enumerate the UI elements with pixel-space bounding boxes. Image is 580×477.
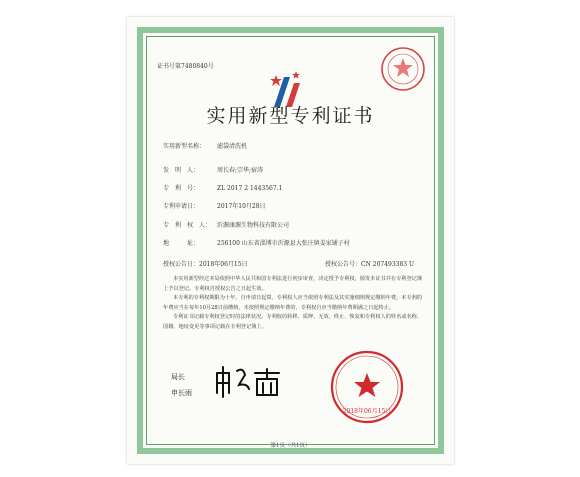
director-name: 申长雨 (171, 389, 192, 397)
body-paragraph: 本实用新型经过本局依照中华人民共和国专利法进行初步审查，决定授予专利权，颁发本证书并在专利登记簿上予以登记。专利权自授权公告之日起生效。 本专利的专利权期限为十年，自申请日起算。专利权人应当依照专利法及其实施细则规定缴纳年费。本专利的年费应当在每年10月28日前缴纳。未按照规定缴纳年费的，专利权自应当缴纳年费期满之日起终止。 专利证书记载专利权登记时的法律状况。专利权的转移、质押、无效、终止、恢复和专利权人的姓名或名称、国籍、地址变更等事项记载在专利登记簿上。 (163, 276, 423, 330)
page-footer: 第1页（共1页） (270, 443, 311, 449)
certificate-number: 证书号第7480840号 (157, 63, 214, 70)
certificate-title: 实用新型专利证书 (206, 105, 375, 127)
seal-date-text: 2018年06月15日 (342, 408, 392, 415)
certificate-sheet (127, 17, 454, 464)
field-address: 地 址： 256100 山东省淄博市沂源县大张庄镇姜家铺子村 (163, 240, 350, 247)
grant-date: 授权公告日：2018年06月15日 (163, 261, 248, 268)
field-name: 实用新型名称： 滤袋清洗机 (163, 143, 248, 150)
field-filing-date: 专利申请日： 2017年10月28日 (163, 203, 266, 210)
director-label: 局长 (171, 373, 185, 381)
office-seal (329, 349, 405, 425)
field-patent-number: 专 利 号： ZL 2017 2 1443567.1 (163, 185, 283, 192)
field-inventors: 发 明 人： 周长春;宗华;宿涛 (163, 167, 264, 174)
field-patentee: 专 利 权 人： 沂源康源生物科技有限公司 (163, 222, 290, 229)
anti-counterfeit-seal (380, 46, 426, 92)
grant-number: 授权公告号：CN 207493383 U (325, 261, 415, 268)
director-signature (213, 363, 283, 401)
